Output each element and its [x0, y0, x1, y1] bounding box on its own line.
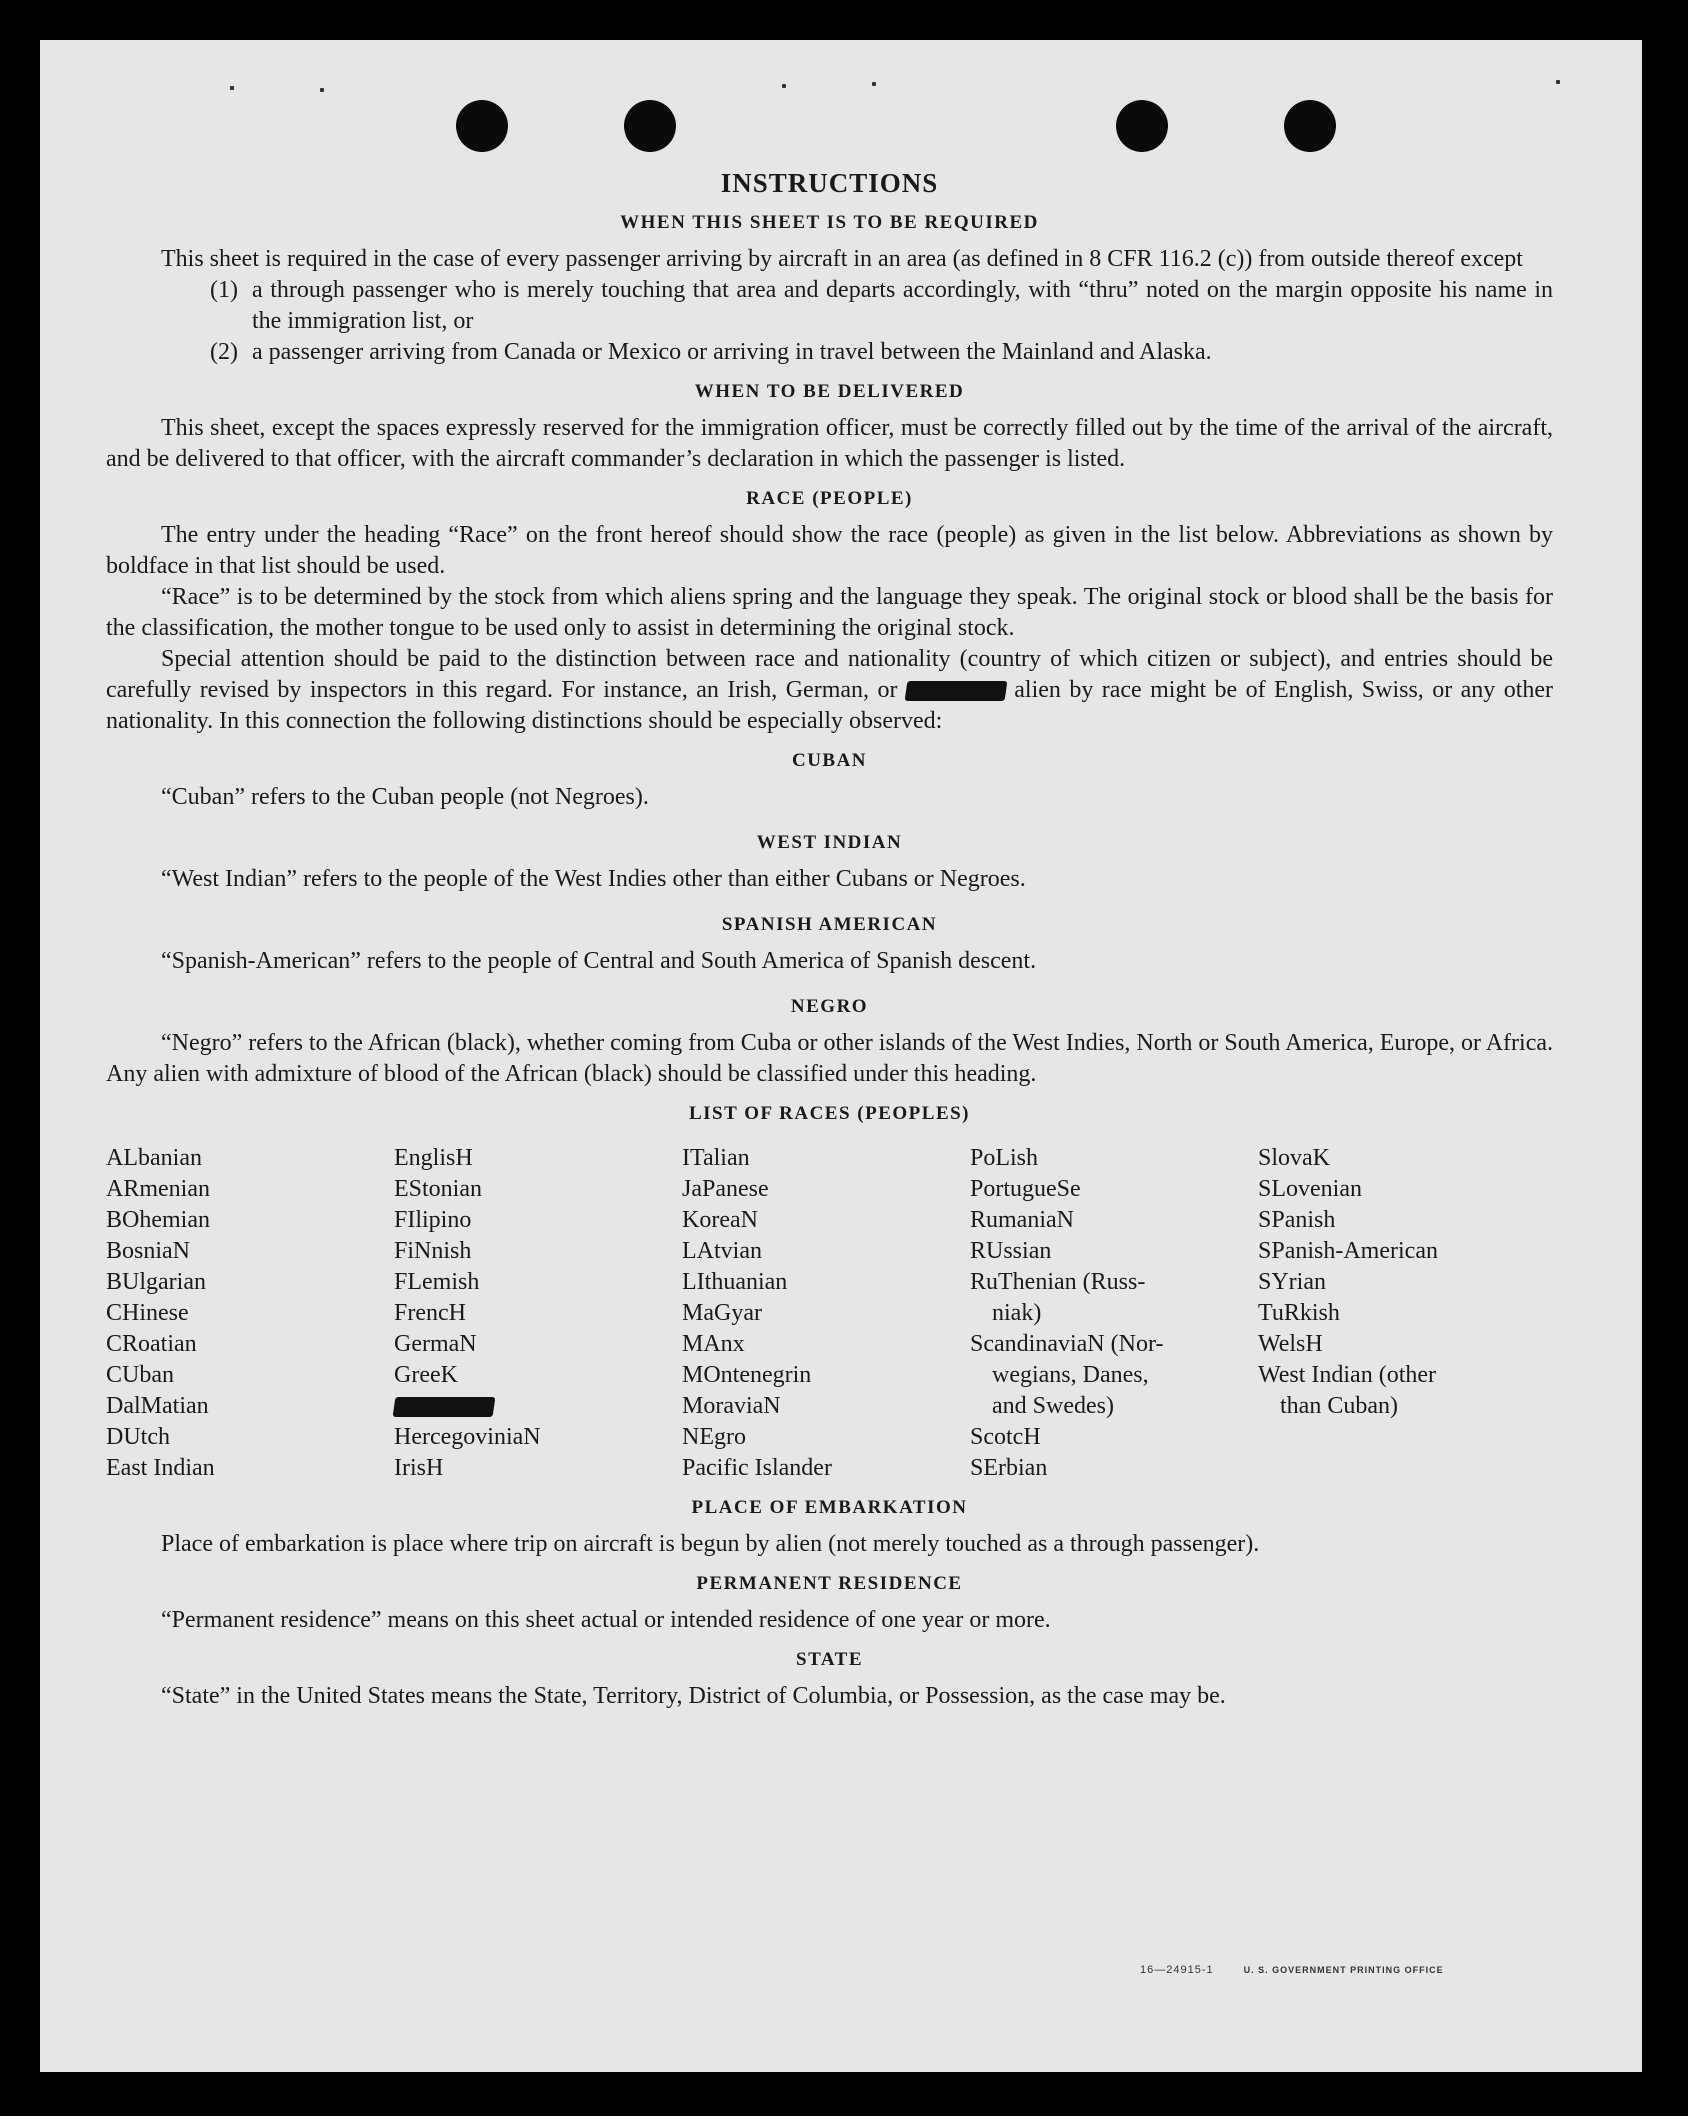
when-delivered-text: This sheet, except the spaces expressly reserved for the immigration officer, must be correctly filled out by the time of the arrival of the aircraft, and be delivered to that officer, with the aircraft commander’s declaration in which the passenger is listed.: [106, 415, 1553, 472]
exception-number: (1): [210, 277, 238, 303]
spanish-american-text: “Spanish-American” refers to the people of Central and South America of Spanish descent.: [161, 948, 1037, 974]
race-entry: FiNnish: [394, 1238, 472, 1264]
exception-text: a passenger arriving from Canada or Mexico or arriving in travel between the Mainland and Alaska.: [252, 339, 1212, 365]
race-entry: MoraviaN: [682, 1393, 781, 1419]
race-entry: CUban: [106, 1362, 174, 1388]
cuban-text: “Cuban” refers to the Cuban people (not Negroes).: [161, 784, 649, 810]
redacted-race-entry: [394, 1391, 682, 1422]
race-entry: BUlgarian: [106, 1269, 206, 1295]
race-paragraph-2: “Race” is to be determined by the stock from which aliens spring and the language they speak. The original stock or blood shall be the basis for the classification, the mother tongue to be used only to assist in determining the original stock.: [106, 584, 1553, 641]
race-column: [970, 1143, 1258, 1484]
race-entry: JaPanese: [682, 1176, 769, 1202]
race-entry: FLemish: [394, 1269, 480, 1295]
race-entry: LIthuanian: [682, 1269, 788, 1295]
exception-item: [106, 337, 1553, 368]
speck: [872, 82, 876, 86]
race-entry: DUtch: [106, 1424, 170, 1450]
permanent-residence-text: “Permanent residence” means on this sheet actual or intended residence of one year or more.: [161, 1607, 1051, 1633]
race-entry: FrencH: [394, 1300, 466, 1326]
race-entry: niak): [992, 1300, 1042, 1326]
state-text: “State” in the United States means the State, Territory, District of Columbia, or Possession, as the case may be.: [161, 1683, 1226, 1709]
race-entry: SPanish-American: [1258, 1238, 1438, 1264]
race-entry: LAtvian: [682, 1238, 762, 1264]
race-entry: ALbanian: [106, 1145, 202, 1171]
race-entry: Pacific Islander: [682, 1455, 832, 1481]
race-entry: EnglisH: [394, 1145, 473, 1171]
race-entry: IrisH: [394, 1455, 444, 1481]
speck: [320, 88, 324, 92]
race-entry: SPanish: [1258, 1207, 1336, 1233]
exception-text: a through passenger who is merely touching that area and departs accordingly, with “thru” noted on the margin opposite his name in the immigration list, or: [252, 277, 1553, 334]
race-entry: ScandinaviaN (Nor-: [970, 1331, 1164, 1357]
punch-hole: [1284, 100, 1336, 152]
race-entry: ITalian: [682, 1145, 750, 1171]
race-entry: EStonian: [394, 1176, 482, 1202]
race-entry: ARmenian: [106, 1176, 210, 1202]
race-entry: SYrian: [1258, 1269, 1326, 1295]
section-heading-state: STATE: [796, 1649, 863, 1670]
race-entry: West Indian (other: [1258, 1362, 1437, 1388]
race-entry: RUssian: [970, 1238, 1052, 1264]
race-entry: NEgro: [682, 1424, 746, 1450]
race-column: [1258, 1143, 1553, 1484]
speck: [782, 84, 786, 88]
section-heading-embarkation: PLACE OF EMBARKATION: [691, 1497, 968, 1518]
negro-text: “Negro” refers to the African (black), whether coming from Cuba or other islands of the West Indies, North or South America, Europe, or Africa. Any alien with admixture of blood of the African (black) should be classified under this heading.: [106, 1030, 1553, 1087]
race-entry: MaGyar: [682, 1300, 762, 1326]
race-entry: KoreaN: [682, 1207, 758, 1233]
race-entry: CRoatian: [106, 1331, 197, 1357]
section-heading-negro: NEGRO: [790, 996, 869, 1017]
when-required-intro: This sheet is required in the case of every passenger arriving by aircraft in an area (as defined in 8 CFR 116.2 (c)) from outside thereof except: [161, 246, 1523, 272]
race-paragraph-3: [106, 644, 1553, 737]
race-entry: TuRkish: [1258, 1300, 1340, 1326]
document-sheet: [40, 40, 1642, 2072]
race-entry: SlovaK: [1258, 1145, 1330, 1171]
race-entry: SErbian: [970, 1455, 1048, 1481]
embarkation-text: Place of embarkation is place where trip on aircraft is begun by alien (not merely touched as a through passenger).: [161, 1531, 1260, 1557]
race-entry: CHinese: [106, 1300, 189, 1326]
redaction-mark: [904, 681, 1007, 701]
race-entry: RumaniaN: [970, 1207, 1074, 1233]
page-title: INSTRUCTIONS: [720, 168, 939, 198]
punch-hole: [456, 100, 508, 152]
section-heading-when-required: WHEN THIS SHEET IS TO BE REQUIRED: [620, 212, 1039, 233]
race-entry: and Swedes): [992, 1393, 1114, 1419]
race-list: [106, 1143, 1553, 1484]
race-entry: BosniaN: [106, 1238, 190, 1264]
race-entry: HercegoviniaN: [394, 1424, 541, 1450]
section-heading-spanish-american: SPANISH AMERICAN: [721, 914, 938, 935]
instructions-content: [106, 168, 1553, 1712]
speck: [1556, 80, 1560, 84]
race-entry: PoLish: [970, 1145, 1039, 1171]
race-entry: MOntenegrin: [682, 1362, 812, 1388]
race-entry: DalMatian: [106, 1393, 209, 1419]
section-heading-west-indian: WEST INDIAN: [756, 832, 903, 853]
section-heading-when-delivered: WHEN TO BE DELIVERED: [694, 381, 965, 402]
redaction-mark: [393, 1397, 496, 1417]
race-entry: GreeK: [394, 1362, 458, 1388]
section-heading-permanent-residence: PERMANENT RESIDENCE: [696, 1573, 963, 1594]
race-entry: MAnx: [682, 1331, 745, 1357]
speck: [230, 86, 234, 90]
section-heading-list-of-races: LIST OF RACES (PEOPLES): [688, 1103, 971, 1124]
race-paragraph-3-continued: alien by race might be of English, Swiss, or any other nationality. In this connection the following distinctions should be especially observed:: [106, 677, 1554, 734]
race-entry: than Cuban): [1280, 1393, 1398, 1419]
race-column: [106, 1143, 394, 1484]
west-indian-text: “West Indian” refers to the people of the West Indies other than either Cubans or Negroes.: [161, 866, 1026, 892]
race-entry: East Indian: [106, 1455, 215, 1481]
race-paragraph-3-text: Special attention should be paid to the distinction between race and nationality (country of which citizen or subject), and entries should be carefully revised by inspectors in this regard. For instance, an Irish, German, or: [106, 646, 1553, 703]
race-column: [682, 1143, 970, 1484]
race-entry: ScotcH: [970, 1424, 1041, 1450]
race-entry: GermaN: [394, 1331, 477, 1357]
race-entry: RuThenian (Russ-: [970, 1269, 1146, 1295]
footer: [1140, 1964, 1444, 1976]
race-paragraph-1: The entry under the heading “Race” on the front hereof should show the race (people) as given in the list below. Abbreviations as shown by boldface in that list should be used.: [106, 522, 1553, 579]
race-entry: wegians, Danes,: [992, 1362, 1149, 1388]
exception-item: [106, 275, 1553, 337]
race-entry: SLovenian: [1258, 1176, 1362, 1202]
form-number: 16—24915-1: [1140, 1964, 1214, 1976]
race-entry: FIlipino: [394, 1207, 472, 1233]
race-entry: WelsH: [1258, 1331, 1323, 1357]
race-entry: BOhemian: [106, 1207, 210, 1233]
punch-hole: [1116, 100, 1168, 152]
printer-imprint: U. S. GOVERNMENT PRINTING OFFICE: [1243, 1965, 1444, 1975]
race-entry: PortugueSe: [970, 1176, 1081, 1202]
section-heading-race: RACE (PEOPLE): [746, 488, 913, 509]
race-column: [394, 1143, 682, 1484]
exception-number: (2): [210, 339, 238, 365]
punch-hole: [624, 100, 676, 152]
section-heading-cuban: CUBAN: [791, 750, 868, 771]
